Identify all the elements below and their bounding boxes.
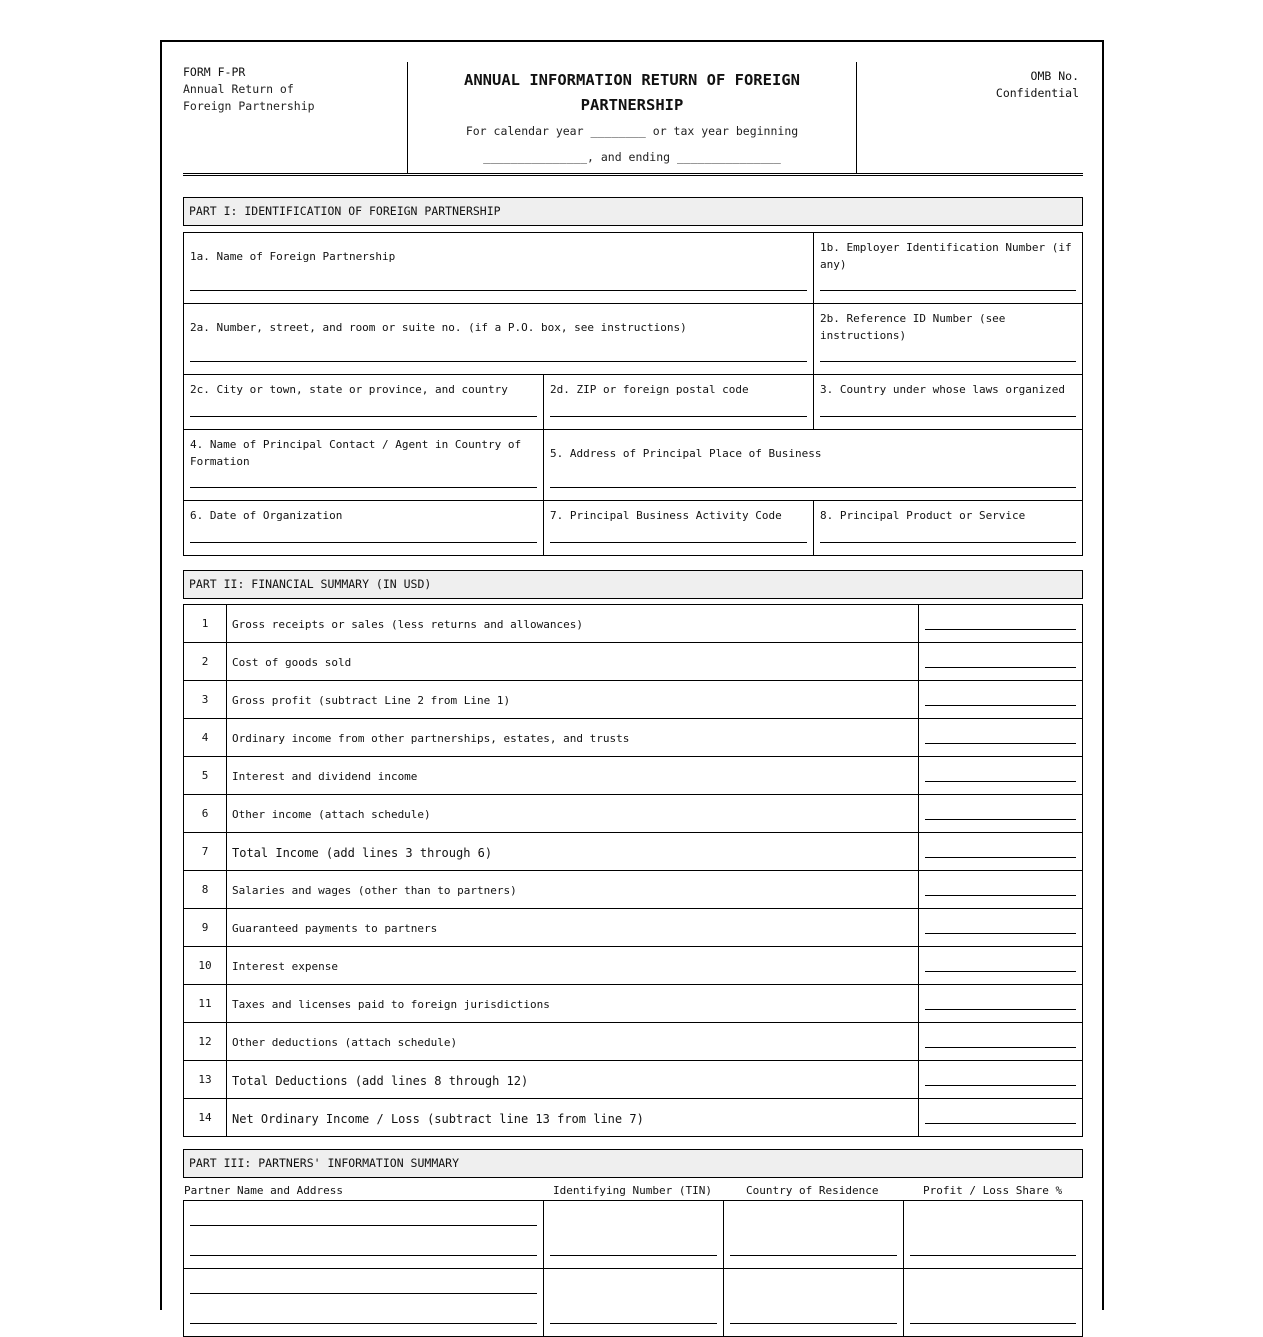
form-identifier — [183, 64, 407, 115]
line-amount-field[interactable] — [919, 643, 1082, 680]
partner-share-line[interactable] — [910, 1255, 1076, 1256]
form-header — [183, 42, 1083, 176]
partner-country-cell[interactable] — [723, 1269, 903, 1336]
tax-year-ending-line: _______________, and ending _______________ — [483, 150, 781, 164]
line-amount-underline[interactable] — [925, 743, 1076, 744]
line-amount-field[interactable] — [919, 757, 1082, 794]
field-2c-label: 2c. City or town, state or province, and country — [190, 383, 508, 396]
field-8-label: 8. Principal Product or Service — [820, 509, 1026, 522]
partner-tin-line[interactable] — [550, 1323, 717, 1324]
line-description: Other income (attach schedule) — [227, 795, 919, 832]
line-number: 9 — [184, 909, 227, 946]
field-7-label: 7. Principal Business Activity Code — [550, 509, 782, 522]
partner-country-line[interactable] — [730, 1323, 897, 1324]
financial-line-row — [184, 794, 1082, 832]
line-number: 2 — [184, 643, 227, 680]
form-id: FORM F-PR — [183, 65, 246, 79]
form-page — [160, 40, 1104, 1310]
financial-line-row — [184, 908, 1082, 946]
field-8-product[interactable] — [813, 501, 1082, 555]
field-2a-street[interactable] — [184, 304, 813, 374]
partner-share-line[interactable] — [910, 1323, 1076, 1324]
line-number: 5 — [184, 757, 227, 794]
financial-line-row — [184, 680, 1082, 718]
line-description: Gross profit (subtract Line 2 from Line 1) — [227, 681, 919, 718]
line-amount-underline[interactable] — [925, 933, 1076, 934]
field-3-country[interactable] — [813, 375, 1082, 429]
line-number: 1 — [184, 605, 227, 642]
line-number: 7 — [184, 833, 227, 870]
field-3-line[interactable] — [820, 416, 1076, 417]
line-amount-underline[interactable] — [925, 857, 1076, 858]
field-4-line[interactable] — [190, 487, 537, 488]
partner-country-line[interactable] — [730, 1255, 897, 1256]
line-amount-field[interactable] — [919, 1061, 1082, 1098]
partner-name-line[interactable] — [190, 1225, 537, 1226]
field-1b-ein[interactable] — [813, 233, 1082, 303]
line-number: 3 — [184, 681, 227, 718]
field-2b-line[interactable] — [820, 361, 1076, 362]
line-description: Total Deductions (add lines 8 through 12) — [227, 1061, 919, 1098]
confidential-label: Confidential — [995, 86, 1079, 100]
field-2c-line[interactable] — [190, 416, 537, 417]
line-amount-field[interactable] — [919, 985, 1082, 1022]
part2-heading: PART II: FINANCIAL SUMMARY (IN USD) — [183, 570, 1083, 599]
line-amount-field[interactable] — [919, 1023, 1082, 1060]
financial-line-row — [184, 870, 1082, 908]
partner-row — [184, 1269, 1082, 1337]
line-amount-field[interactable] — [919, 605, 1082, 642]
field-2a-label: 2a. Number, street, and room or suite no. (if a P.O. box, see instructions) — [190, 320, 687, 334]
field-5-line[interactable] — [550, 487, 1076, 488]
field-7-line[interactable] — [550, 542, 807, 543]
partner-name-cell[interactable] — [184, 1269, 543, 1336]
line-number: 14 — [184, 1099, 227, 1136]
form-desc-line-1: Annual Return of — [183, 82, 294, 96]
line-number: 11 — [184, 985, 227, 1022]
col-share: Profit / Loss Share % — [923, 1184, 1063, 1197]
partner-name-line[interactable] — [190, 1293, 537, 1294]
field-1a-label: 1a. Name of Foreign Partnership — [190, 249, 396, 263]
line-amount-underline[interactable] — [925, 895, 1076, 896]
part1-heading: PART I: IDENTIFICATION OF FOREIGN PARTNERSHIP — [183, 197, 1083, 226]
financial-line-row — [184, 718, 1082, 756]
line-number: 4 — [184, 719, 227, 756]
field-8-line[interactable] — [820, 542, 1076, 543]
line-amount-field[interactable] — [919, 947, 1082, 984]
line-description: Net Ordinary Income / Loss (subtract line 13 from line 7) — [227, 1099, 919, 1136]
part3-heading: PART III: PARTNERS' INFORMATION SUMMARY — [183, 1149, 1083, 1178]
col-tin: Identifying Number (TIN) — [553, 1184, 712, 1197]
partner-country-cell[interactable] — [723, 1201, 903, 1268]
form-title: ANNUAL INFORMATION RETURN OF FOREIGN PARTNERSHIP — [464, 71, 800, 114]
line-description: Salaries and wages (other than to partners) — [227, 871, 919, 908]
partner-share-cell[interactable] — [903, 1201, 1082, 1268]
form-title-block — [407, 62, 857, 173]
col-partner-name: Partner Name and Address — [184, 1184, 343, 1197]
line-amount-underline[interactable] — [925, 1085, 1076, 1086]
field-1a-line[interactable] — [190, 290, 807, 291]
partner-tin-cell[interactable] — [543, 1201, 723, 1268]
field-7-activity-code[interactable] — [543, 501, 813, 555]
line-number: 10 — [184, 947, 227, 984]
field-4-contact[interactable] — [184, 430, 543, 500]
financial-line-row — [184, 1022, 1082, 1060]
financial-line-row — [184, 1098, 1082, 1136]
partner-row — [184, 1201, 1082, 1269]
partner-name-cell[interactable] — [184, 1201, 543, 1268]
line-amount-underline[interactable] — [925, 1047, 1076, 1048]
partner-share-cell[interactable] — [903, 1269, 1082, 1336]
field-1b-label: 1b. Employer Identification Number (if any) — [820, 241, 1072, 271]
tax-year-line: For calendar year ________ or tax year beginning — [465, 124, 799, 138]
line-amount-underline[interactable] — [925, 705, 1076, 706]
line-description: Interest and dividend income — [227, 757, 919, 794]
financial-line-row — [184, 604, 1082, 642]
line-amount-field[interactable] — [919, 909, 1082, 946]
field-6-label: 6. Date of Organization — [190, 509, 343, 522]
field-2c-city[interactable] — [184, 375, 543, 429]
part1-grid — [183, 232, 1083, 556]
line-description: Other deductions (attach schedule) — [227, 1023, 919, 1060]
line-amount-field[interactable] — [919, 833, 1082, 870]
field-2d-zip[interactable] — [543, 375, 813, 429]
line-amount-field[interactable] — [919, 719, 1082, 756]
line-amount-underline[interactable] — [925, 781, 1076, 782]
field-2b-label: 2b. Reference ID Number (see instructions) — [820, 312, 1006, 342]
line-number: 13 — [184, 1061, 227, 1098]
financial-line-row — [184, 832, 1082, 870]
financial-line-row — [184, 984, 1082, 1022]
line-description: Guaranteed payments to partners — [227, 909, 919, 946]
field-6-line[interactable] — [190, 542, 537, 543]
line-amount-field[interactable] — [919, 681, 1082, 718]
field-5-address[interactable] — [543, 430, 1082, 500]
form-desc-line-2: Foreign Partnership — [183, 99, 315, 113]
line-number: 6 — [184, 795, 227, 832]
line-description: Gross receipts or sales (less returns and allowances) — [227, 605, 919, 642]
field-5-label: 5. Address of Principal Place of Business — [550, 446, 822, 460]
line-amount-underline[interactable] — [925, 1123, 1076, 1124]
line-description: Cost of goods sold — [227, 643, 919, 680]
field-2a-line[interactable] — [190, 361, 807, 362]
field-2d-label: 2d. ZIP or foreign postal code — [550, 383, 749, 396]
field-4-label: 4. Name of Principal Contact / Agent in Country of Formation — [190, 438, 522, 468]
line-amount-field[interactable] — [919, 871, 1082, 908]
financial-summary-table — [183, 604, 1083, 1137]
line-number: 12 — [184, 1023, 227, 1060]
line-description: Interest expense — [227, 947, 919, 984]
col-country: Country of Residence — [746, 1184, 879, 1197]
partners-table — [183, 1200, 1083, 1337]
partner-address-line[interactable] — [190, 1255, 537, 1256]
financial-line-row — [184, 756, 1082, 794]
line-amount-underline[interactable] — [925, 667, 1076, 668]
line-amount-underline[interactable] — [925, 971, 1076, 972]
field-1b-line[interactable] — [820, 290, 1076, 291]
financial-line-row — [184, 642, 1082, 680]
line-amount-field[interactable] — [919, 1099, 1082, 1136]
partner-tin-cell[interactable] — [543, 1269, 723, 1336]
line-description: Taxes and licenses paid to foreign jurisdictions — [227, 985, 919, 1022]
line-description: Ordinary income from other partnerships, estates, and trusts — [227, 719, 919, 756]
line-number: 8 — [184, 871, 227, 908]
line-amount-underline[interactable] — [925, 629, 1076, 630]
field-3-label: 3. Country under whose laws organized — [820, 383, 1066, 396]
line-amount-underline[interactable] — [925, 1009, 1076, 1010]
financial-line-row — [184, 946, 1082, 984]
field-2b-reference[interactable] — [813, 304, 1082, 374]
financial-line-row — [184, 1060, 1082, 1098]
line-amount-field[interactable] — [919, 795, 1082, 832]
omb-block — [996, 68, 1079, 102]
field-6-date[interactable] — [184, 501, 543, 555]
field-2d-line[interactable] — [550, 416, 807, 417]
partner-tin-line[interactable] — [550, 1255, 717, 1256]
line-amount-underline[interactable] — [925, 819, 1076, 820]
omb-number: OMB No. — [1030, 69, 1079, 83]
field-1a-name[interactable] — [184, 233, 813, 303]
partner-address-line[interactable] — [190, 1323, 537, 1324]
line-description: Total Income (add lines 3 through 6) — [227, 833, 919, 870]
